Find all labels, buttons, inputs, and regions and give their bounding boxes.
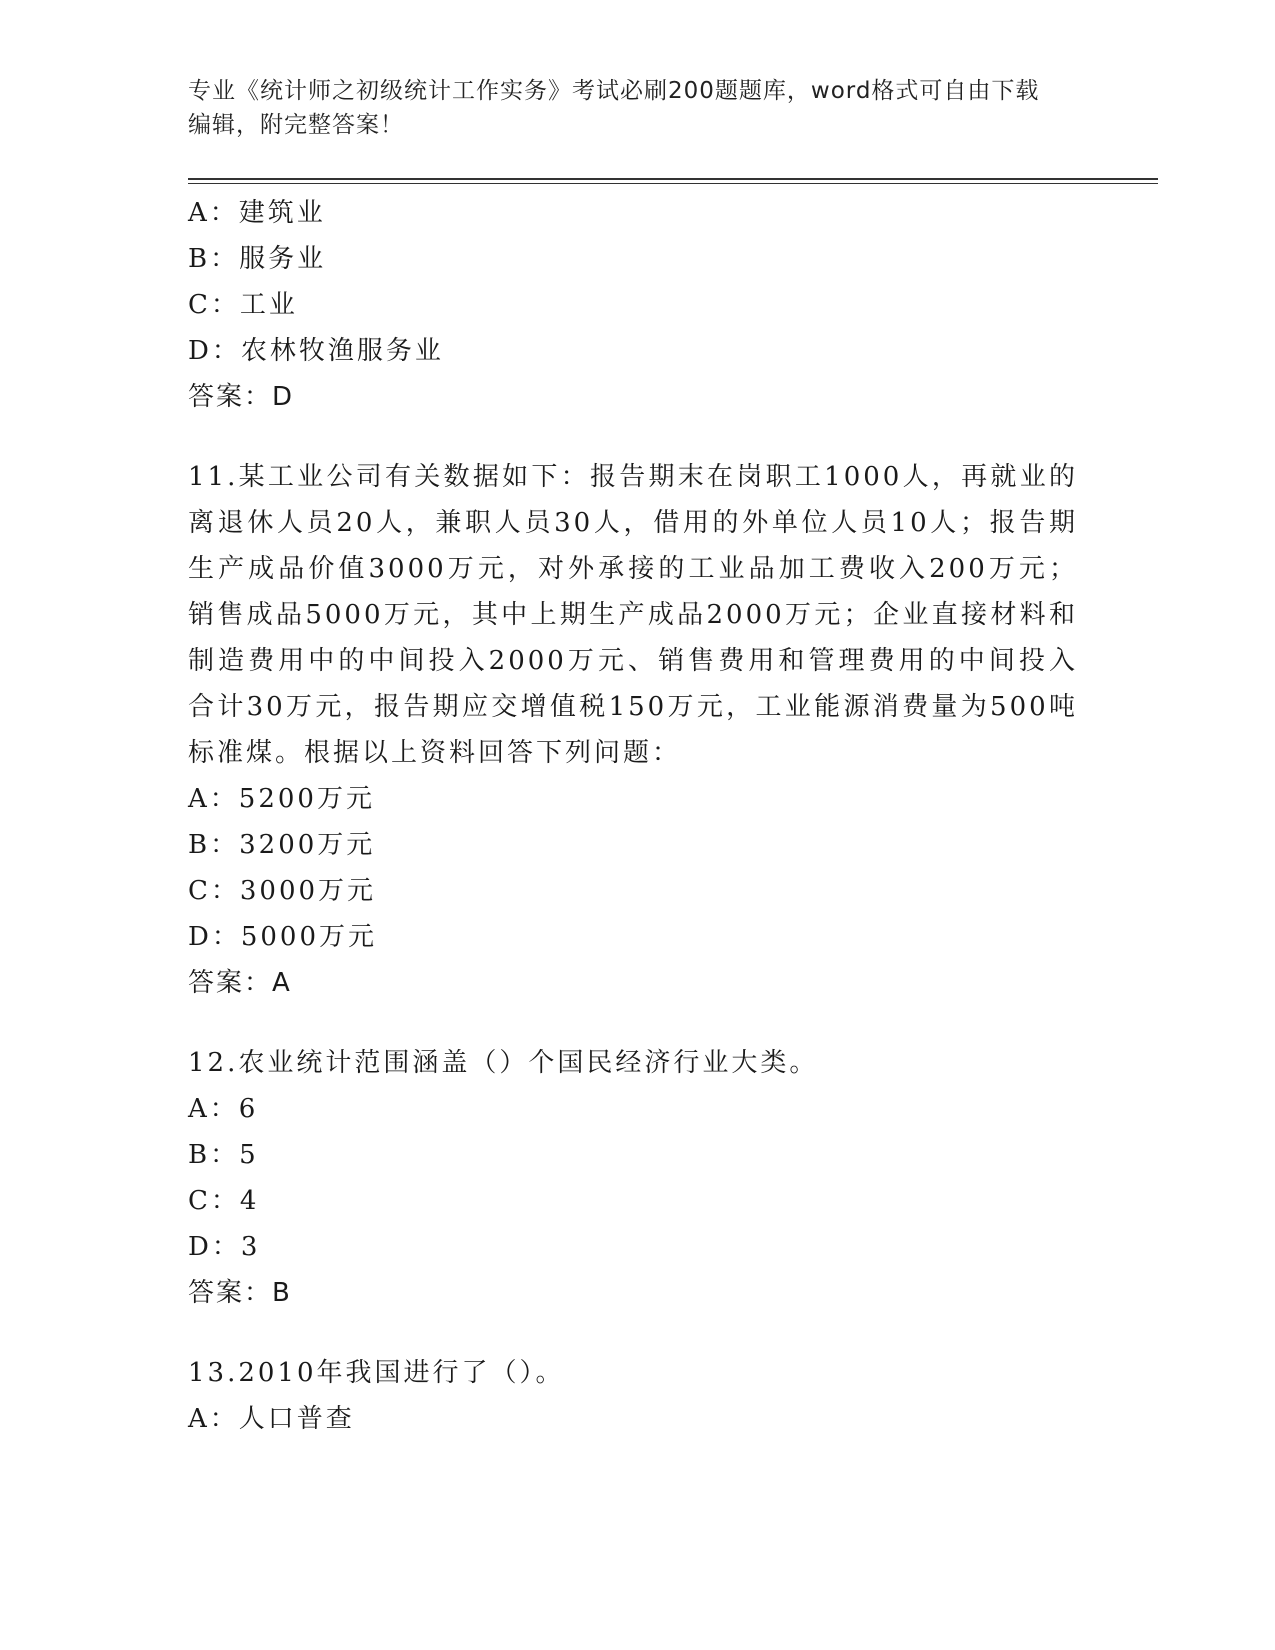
option-d: D：农林牧渔服务业 [188, 336, 444, 366]
question-12 [188, 1040, 1078, 1316]
question-11 [188, 454, 1078, 1006]
question-stem: 12.农业统计范围涵盖（）个国民经济行业大类。 [188, 1048, 819, 1078]
question-body [188, 190, 1078, 1442]
option-d: D：5000万元 [188, 922, 378, 952]
option-c: C：4 [188, 1186, 260, 1216]
option-b: B：5 [188, 1140, 259, 1170]
option-a: A：5200万元 [188, 784, 375, 814]
answer-line: 答案：B [188, 1278, 292, 1308]
answer-line: 答案：A [188, 968, 292, 998]
option-b: B：3200万元 [188, 830, 376, 860]
option-d: D：3 [188, 1232, 261, 1262]
option-c: C：3000万元 [188, 876, 377, 906]
option-b: B：服务业 [188, 244, 327, 274]
question-stem: 13.2010年我国进行了（）。 [188, 1358, 565, 1388]
option-a: A：人口普查 [188, 1404, 355, 1434]
header-line-2: 编辑，附完整答案！ [188, 112, 404, 138]
option-a: A：6 [188, 1094, 259, 1124]
answer-line: 答案：D [188, 382, 295, 412]
question-stem: 11.某工业公司有关数据如下：报告期末在岗职工1000人，再就业的离退休人员20人，兼职人员30人，借用的外单位人员10人；报告期生产成品价值3000万元，对外承接的工业品加工费收入200万元；销售成品5000万元，其中上期生产成品2000万元；企业直接材料和制造费用中的中间投入2000万元、销售费用和管理费用的中间投入合计30万元，报告期应交增值税150万元，工业能源消费量为500吨标准煤。根据以上资料回答下列问题： [188, 462, 1078, 768]
header-line-1: 专业《统计师之初级统计工作实务》考试必刷200题题库，word格式可自由下载 [188, 78, 1040, 104]
option-a: A：建筑业 [188, 198, 326, 228]
document-header [188, 74, 1068, 142]
option-c: C：工业 [188, 290, 298, 320]
header-divider-thick [188, 178, 1158, 180]
header-divider-thin [188, 183, 1158, 184]
question-13 [188, 1350, 1078, 1442]
question-10 [188, 190, 1078, 420]
